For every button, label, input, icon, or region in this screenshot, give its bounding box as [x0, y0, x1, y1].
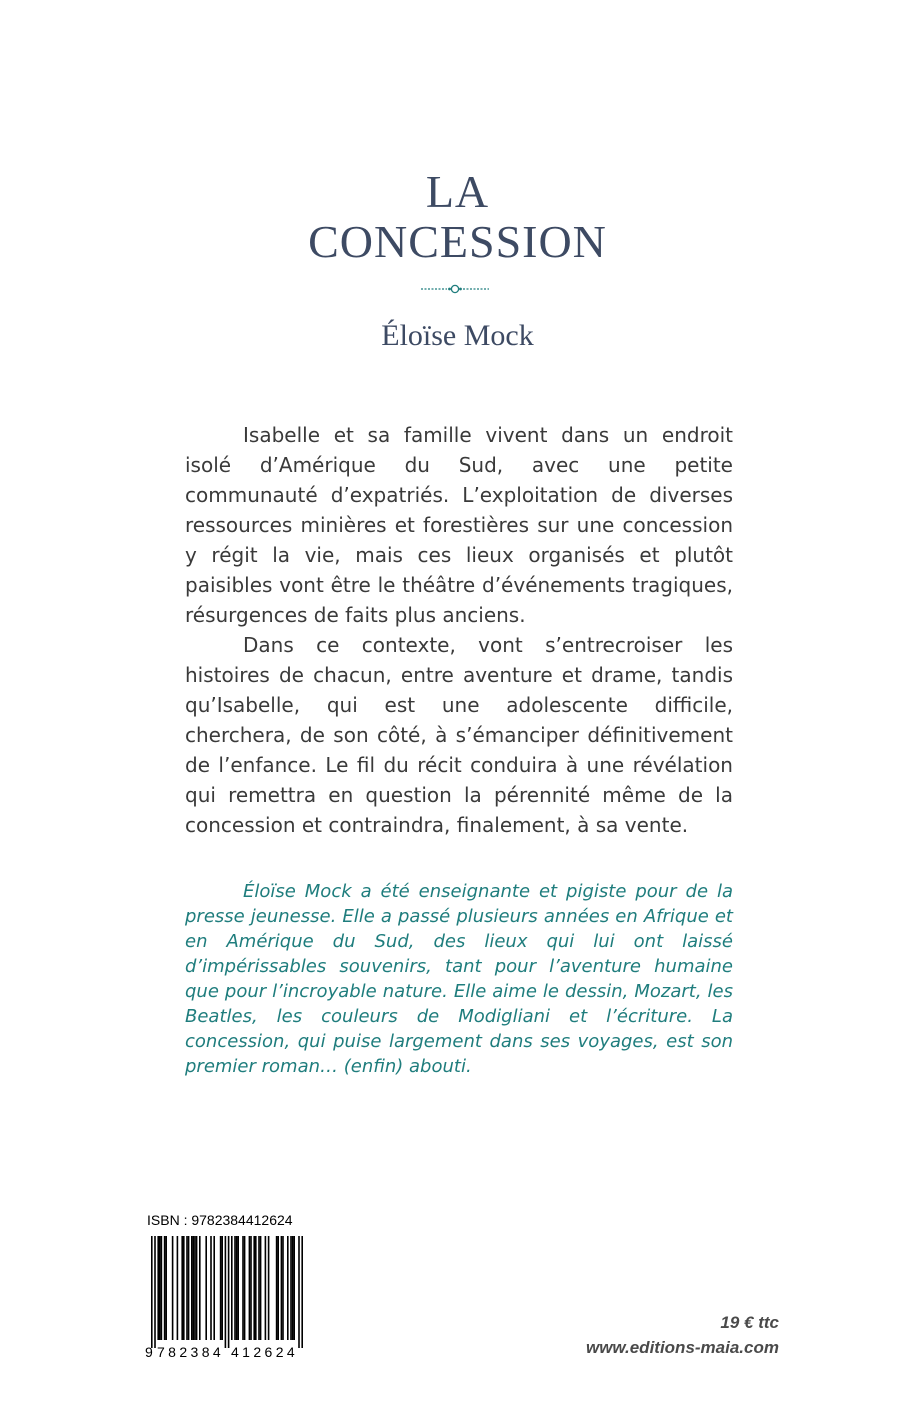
barcode-bar [151, 1236, 153, 1348]
barcode-bar [268, 1236, 270, 1340]
barcode-bar [242, 1236, 244, 1340]
barcode-bar [177, 1236, 179, 1340]
barcode-bar [193, 1236, 195, 1340]
barcode-bar [250, 1236, 252, 1340]
barcode-bar [164, 1236, 166, 1340]
barcode-bar [293, 1236, 295, 1340]
synopsis-paragraph-1: Isabelle et sa famille vivent dans un endroit isolé d’Amérique du Sud, avec une petite communauté d’expatriés. L’exploitation de diverses ressources minières et forestières sur une concession y régit la vie, mais ces lieux organisés et plutôt paisibles vont être le théâtre d’événements tragiques, résurgences de faits plus anciens. [185, 423, 733, 627]
barcode-bar [205, 1236, 207, 1340]
barcode-bar [213, 1236, 215, 1340]
barcode-bar [186, 1236, 188, 1340]
synopsis [185, 420, 733, 840]
barcode-bar [292, 1236, 294, 1340]
barcode-bar [258, 1236, 260, 1340]
barcode-bar [234, 1236, 236, 1340]
barcode-bar [210, 1236, 212, 1340]
barcode-bar [260, 1236, 262, 1340]
barcode-digits-left: 782384 [157, 1344, 225, 1360]
barcode-bar [281, 1236, 283, 1340]
barcode-bar [194, 1236, 196, 1340]
barcode-bar [237, 1236, 239, 1340]
barcode-bar [159, 1236, 161, 1340]
barcode-bar [221, 1236, 223, 1340]
barcode-bar [154, 1236, 156, 1348]
barcode-bar [244, 1236, 246, 1340]
barcode-bar [183, 1236, 185, 1340]
barcode-bar [298, 1236, 300, 1348]
barcode-digit: 9 [145, 1344, 153, 1360]
barcode-bar [220, 1236, 222, 1340]
barcode-bar [253, 1236, 255, 1340]
barcode-bar [301, 1236, 303, 1348]
book-title-line-2: CONCESSION [308, 216, 607, 267]
barcode-bar [161, 1236, 163, 1340]
barcode-bar [228, 1236, 230, 1348]
barcode-bar [282, 1236, 284, 1340]
book-title-line-1: LA [425, 166, 490, 217]
book-author: Éloïse Mock [381, 319, 534, 352]
ornament-divider-icon [419, 282, 491, 296]
author-bio-text: Éloïse Mock a été enseignante et pigiste pour de la presse jeunesse. Elle a passé plusieurs années en Afrique et en Amérique du Sud, des lieux qui lui ont laissé d’impérissables souvenirs, tant pour l’aventure humaine que pour l’incroyable nature. Elle aime le dessin, Mozart, les Beatles, les couleurs de Modigliani et l’écriture. La concession, qui puise largement dans ses voyages, est son premier roman… (enfin) abouti. [185, 881, 733, 1077]
isbn-label: ISBN : 9782384412624 [147, 1212, 293, 1228]
barcode-bar [165, 1236, 167, 1340]
author-bio [185, 879, 733, 1079]
barcode-bar [277, 1236, 279, 1340]
barcode-bar [181, 1236, 183, 1340]
barcode-bar [172, 1236, 174, 1340]
barcode-bar [276, 1236, 278, 1340]
barcode-bar [199, 1236, 201, 1340]
barcode-digits-right: 412624 [231, 1344, 299, 1360]
barcode-bar [157, 1236, 159, 1340]
barcode-bar [236, 1236, 238, 1340]
barcode-bar [191, 1236, 193, 1340]
synopsis-paragraph-2: Dans ce contexte, vont s’entrecroiser les histoires de chacun, entre aventure et drame, tandis qu’Isabelle, qui est une adolescente difficile, cherchera, de son côté, à s’émanciper définitivement de l’enfance. Le fil du récit conduira à une révélation qui remettra en question la pérennité même de la concession et contraindra, finalement, à sa vente. [185, 633, 733, 837]
barcode-bar [255, 1236, 257, 1340]
barcode-bar [196, 1236, 198, 1340]
publisher-website[interactable]: www.editions-maia.com [585, 1338, 779, 1357]
barcode-bar [249, 1236, 251, 1340]
barcode-bar [290, 1236, 292, 1340]
barcode-bar [265, 1236, 267, 1340]
barcode-bar [225, 1236, 227, 1348]
barcode [140, 1234, 310, 1361]
barcode-bar [188, 1236, 190, 1340]
barcode-bar [231, 1236, 233, 1340]
price: 19 € ttc [720, 1313, 779, 1332]
barcode-bar [287, 1236, 289, 1340]
